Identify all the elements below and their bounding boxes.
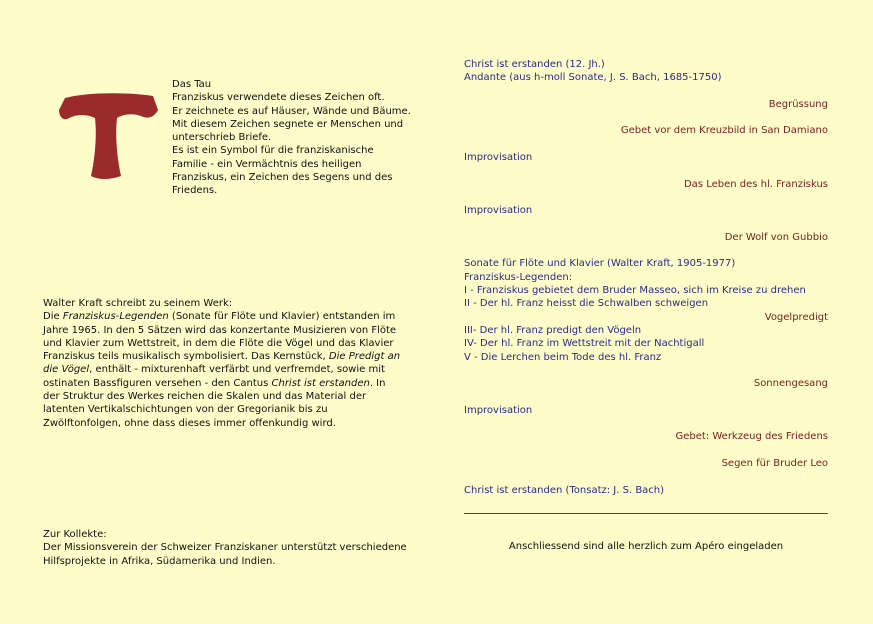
tau-description (172, 78, 412, 198)
kraft-commentary (43, 297, 403, 430)
tau-symbol-icon (57, 86, 161, 182)
tau-line: Franziskus verwendete dieses Zeichen oft. (172, 92, 385, 104)
program-item: Franziskus-Legenden: (464, 271, 573, 283)
tau-line: unterschrieb Briefe. (172, 132, 272, 144)
apero-invitation: Anschliessend sind alle herzlich zum Apéro eingeladen (508, 540, 784, 552)
program-item: Improvisation (464, 205, 533, 217)
tau-line: Mit diesem Zeichen segnete er Menschen und (172, 118, 404, 130)
kraft-heading: Walter Kraft schreibt zu seinem Werk: (43, 298, 233, 309)
tau-line: Er zeichnete es auf Häuser, Wände und Bäume. (172, 105, 411, 117)
kraft-paragraph (43, 310, 403, 430)
program-item: Improvisation (464, 404, 533, 416)
kollekte-heading: Zur Kollekte: (43, 529, 107, 540)
program-item: Gebet vor dem Kreuzbild in San Damiano (620, 125, 828, 137)
program-item: Andante (aus h-moll Sonate, J. S. Bach, 1685-1750) (464, 72, 722, 84)
program-item: Gebet: Werkzeug des Friedens (675, 431, 828, 443)
kraft-title-italic: Christ ist erstanden (271, 377, 370, 389)
program-item: V - Die Lerchen beim Tode des hl. Franz (464, 351, 662, 363)
kraft-text: Die (43, 311, 63, 323)
program-item: I - Franziskus gebietet dem Bruder Masseo, sich im Kreise zu drehen (464, 285, 806, 297)
program-item: II - Der hl. Franz heisst die Schwalben schweigen (464, 298, 709, 310)
program-item: Segen für Bruder Leo (721, 457, 828, 469)
kraft-text: (Sonate für Flöte und Klavier) entstanden im Jahre 1965. In den 5 Sätzen wird das konzertante Musizieren von Flöte und Klavier zum Wettstreit, in dem die Flöte die Vögel und das Klavier Franziskus teils musikalisch symbolisiert. Das Kernstück, (43, 311, 397, 363)
kraft-title-italic: Franziskus-Legenden (62, 311, 169, 323)
kraft-title-italic: Die Predigt an die Vögel (43, 351, 401, 376)
tau-line: Franziskus, ein Zeichen des Segens und des (172, 172, 393, 184)
program-item: Vogelpredigt (764, 311, 828, 323)
program-list (464, 58, 828, 553)
program-item: Christ ist erstanden (12. Jh.) (464, 59, 605, 70)
program-item: Das Leben des hl. Franziskus (683, 178, 828, 190)
program-item: Sonate für Flöte und Klavier (Walter Kraft, 1905-1977) (464, 258, 736, 270)
kraft-text: . In der Struktur des Werkes reichen die Skalen und das Material der latenten Vertikalschichtungen von der Gregorianik bis zu Zwölftonfolgen, ohne dass dieses immer offenkundig wird. (43, 377, 386, 429)
tau-line: Friedens. (172, 185, 218, 197)
program-item: Der Wolf von Gubbio (724, 231, 828, 243)
kraft-text: , enthält - mixturenhaft verfärbt und verfremdet, sowie mit ostinaten Bassfiguren versehen - den Cantus (43, 364, 385, 389)
program-item: Improvisation (464, 152, 533, 164)
tau-line: Es ist ein Symbol für die franziskanische (172, 145, 374, 157)
program-item: III- Der hl. Franz predigt den Vögeln (464, 324, 642, 336)
program-item: Begrüssung (768, 98, 828, 110)
program-item: Christ ist erstanden (Tonsatz: J. S. Bach) (464, 484, 665, 496)
program-item: IV- Der hl. Franz im Wettstreit mit der Nachtigall (464, 338, 705, 350)
kollekte-text: Der Missionsverein der Schweizer Franziskaner unterstützt verschiedene Hilfsprojekte in Afrika, Südamerika und Indien. (43, 542, 407, 567)
tau-shape (59, 93, 158, 179)
divider (464, 513, 828, 514)
tau-title: Das Tau (172, 79, 212, 90)
tau-line: Familie - ein Vermächtnis des heiligen (172, 158, 362, 170)
program-item: Sonnengesang (753, 378, 828, 390)
kollekte-section (43, 528, 413, 568)
